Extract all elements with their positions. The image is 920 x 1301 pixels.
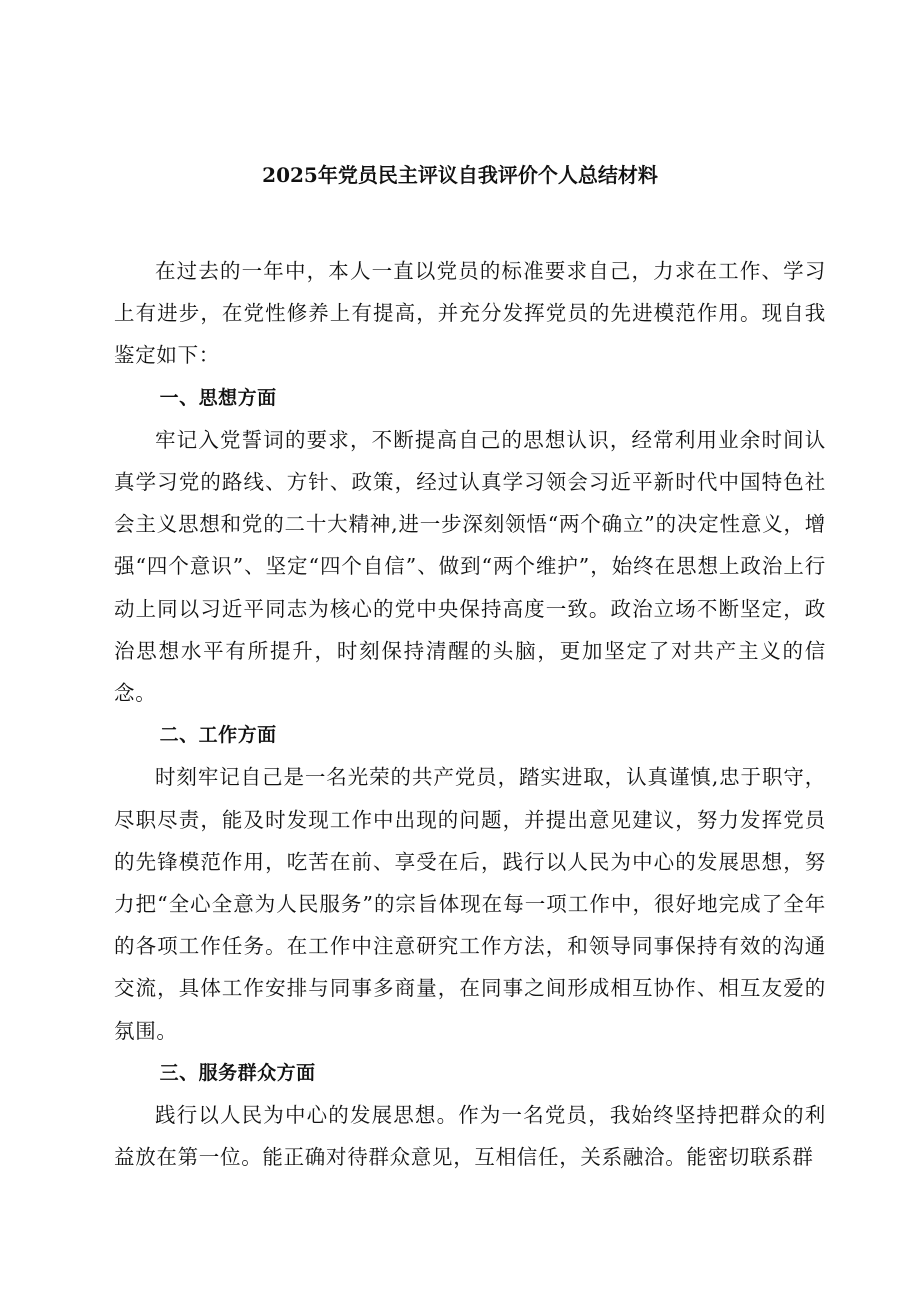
section-body-work: 时刻牢记自己是一名光荣的共产党员，踏实进取，认真谨慎,忠于职守，尽职尽责，能及时发现工作中出现的问题，并提出意见建议，努力发挥党员的先锋模范作用，吃苦在前、享受在后，践行以人民为中心的发展思想，努力把“全心全意为人民服务”的宗旨体现在每一项工作中，很好地完成了全年的各项工作任务。在工作中注意研究工作方法，和领导同事保持有效的沟通交流，具体工作安排与同事多商量，在同事之间形成相互协作、相互友爱的氛围。 [114,765,826,1043]
document-body [114,250,826,1178]
section-heading-thought: 一、思想方面 [159,386,277,409]
intro-paragraph: 在过去的一年中，本人一直以党员的标准要求自己，力求在工作、学习上有进步，在党性修养上有提高，并充分发挥党员的先进模范作用。现自我鉴定如下： [114,259,826,368]
section-body-service: 践行以人民为中心的发展思想。作为一名党员，我始终坚持把群众的利益放在第一位。能正确对待群众意见，互相信任，关系融洽。能密切联系群 [114,1103,826,1170]
section-body-thought: 牢记入党誓词的要求，不断提高自己的思想认识，经常利用业余时间认真学习党的路线、方针、政策，经过认真学习领会习近平新时代中国特色社会主义思想和党的二十大精神,进一步深刻领悟“两个确立”的决定性意义，增强“四个意识”、坚定“四个自信”、做到“两个维护”，始终在思想上政治上行动上同以习近平同志为核心的党中央保持高度一致。政治立场不断坚定，政治思想水平有所提升，时刻保持清醒的头脑，更加坚定了对共产主义的信念。 [114,427,826,706]
section-heading-work: 二、工作方面 [159,724,277,747]
section-heading-service: 三、服务群众方面 [159,1061,316,1084]
document-title: 2025年党员民主评议自我评价个人总结材料 [262,163,658,187]
